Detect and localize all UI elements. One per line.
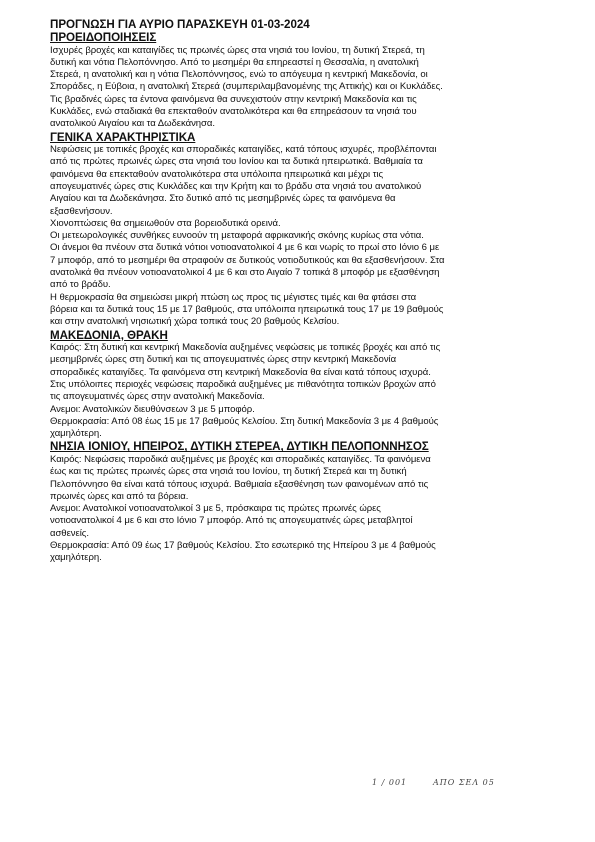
ionian-paragraph-temperature: Θερμοκρασία: Από 09 έως 17 βαθμούς Κελσίου. Στο εσωτερικό της Ηπείρου 3 με 4 βαθμούς χαμηλότερη. (50, 539, 436, 564)
general-paragraph-overview: Νεφώσεις με τοπικές βροχές και σποραδικές καταιγίδες, κατά τόπους ισχυρές, προβλέπονται από τις πρώτες πρωινές ώρες στα νησιά του Ιονίου και τα δυτικά ηπειρωτικά. Βαθμιαία τα φαινόμενα θα επεκταθούν ανατολικότερα στα υπόλοιπα ηπειρωτικά και μέχρι τις απογευματινές ώρες στις Κυκλάδες και την Κρήτη και το βράδυ στα νησιά του ανατολικού Αιγαίου και τα Δωδεκάνησα. Στο δυτικό από τις μεσημβρινές ώρες τα φαινόμενα θα εξασθενήσουν. (50, 144, 437, 217)
macedonia-paragraph-weather: Καιρός: Στη δυτική και κεντρική Μακεδονία αυξημένες νεφώσεις με τοπικές βροχές και από τις μεσημβρινές ώρες στη δυτική και τις απογευματινές ώρες στην κεντρική Μακεδονία σποραδικές καταιγίδες. Τα φαινόμενα στη κεντρική Μακεδονία θα είναι κατά τόπους ισχυρά. (50, 342, 441, 378)
document-title: ΠΡΟΓΝΩΣΗ ΓΙΑ ΑΥΡΙΟ ΠΑΡΑΣΚΕΥΗ 01-03-2024 (50, 18, 310, 31)
section-ionian-west (50, 440, 445, 564)
ionian-paragraph-weather: Καιρός: Νεφώσεις παροδικά αυξημένες με βροχές και σποραδικές καταιγίδες. Τα φαινόμενα έως και τις πρώτες πρωινές ώρες στα νησιά του Ιονίου, τη δυτική Στερεά και τη δυτική Πελοπόννησο θα είναι κατά τόπους ισχυρά. Βαθμιαία εξασθένηση των φαινομένων από τις πρωινές ώρες και από τα βόρεια. (50, 453, 431, 502)
macedonia-paragraph-temperature: Θερμοκρασία: Από 08 έως 15 με 17 βαθμούς Κελσίου. Στη δυτική Μακεδονία 3 με 4 βαθμούς χαμηλότερη. (50, 415, 439, 440)
section-heading-warnings: ΠΡΟΕΙΔΟΠΟΙΗΣΕΙΣ (50, 31, 157, 44)
margin-note-page: 1 / 001 (372, 778, 408, 787)
macedonia-paragraph-winds: Ανεμοι: Ανατολικών διευθύνσεων 3 με 5 μποφόρ. (50, 403, 255, 415)
general-paragraph-dust: Οι μετεωρολογικές συνθήκες ευνοούν τη μεταφορά αφρικανικής σκόνης κυρίως στα νότια. (50, 230, 424, 242)
margin-note-source: ΑΠΟ ΣΕΛ 05 (433, 778, 495, 787)
section-macedonia-thrace (50, 329, 445, 441)
general-paragraph-winds: Οι άνεμοι θα πνέουν στα δυτικά νότιοι νοτιοανατολικοί 4 με 6 και νωρίς το πρωί στο Ιόνιο 6 με 7 μποφόρ, από το μεσημέρι θα στραφούν σε δυτικούς νοτιοδυτικούς και θα εξασθενήσουν. Στα ανατολικά θα πνέουν νοτιοανατολικοί 4 με 6 και στο Αιγαίο 7 τοπικά 8 μποφόρ με εξασθένηση από το βράδυ. (50, 242, 445, 291)
section-heading-ionian-west: ΝΗΣΙΑ ΙΟΝΙΟΥ, ΗΠΕΙΡΟΣ, ΔΥΤΙΚΗ ΣΤΕΡΕΑ, ΔΥΤΙΚΗ ΠΕΛΟΠΟΝΝΗΣΟΣ (50, 440, 429, 454)
section-heading-macedonia-thrace: ΜΑΚΕΔΟΝΙΑ, ΘΡΑΚΗ (50, 328, 168, 342)
macedonia-paragraph-other-areas: Στις υπόλοιπες περιοχές νεφώσεις παροδικά αυξημένες με πιθανότητα τοπικών βροχών από τις απογευματινές ώρες στην ανατολική Μακεδονία. (50, 378, 436, 403)
forecast-document (50, 18, 445, 565)
section-general (50, 131, 445, 329)
general-paragraph-temperature: Η θερμοκρασία θα σημειώσει μικρή πτώση ως προς τις μέγιστες τιμές και θα φτάσει στα βόρεια και τα δυτικά τους 15 με 17 βαθμούς, στα υπόλοιπα ηπειρωτικά τους 17 με 19 βαθμούς και στην ανατολική νησιωτική χώρα τοπικά τους 20 βαθμούς Κελσίου. (50, 291, 444, 328)
warnings-paragraph: Ισχυρές βροχές και καταιγίδες τις πρωινές ώρες στα νησιά του Ιονίου, τη δυτική Στερεά, τη δυτική και νότια Πελοπόννησο. Από το μεσημέρι θα επηρεαστεί η Θεσσαλία, η ανατολική Στερεά, η ανατολική και η νότια Πελοπόννησος, ενώ το απόγευμα η κεντρική Μακεδονία, οι Σποράδες, η Εύβοια, η ανατολική Στερεά (συμπεριλαμβανομένης της Αττικής) και οι Κυκλάδες. Τις βραδινές ώρες τα έντονα φαινόμενα θα συνεχιστούν στην κεντρική Μακεδονία και τις Κυκλάδες, ενώ σταδιακά θα επεκταθούν ανατολικότερα και θα επηρεάσουν τα νησιά του ανατολικού Αιγαίου και τα Δωδεκάνησα. (50, 44, 443, 130)
section-warnings (50, 31, 445, 131)
general-paragraph-snow: Χιονοπτώσεις θα σημειωθούν στα βορειοδυτικά ορεινά. (50, 217, 281, 229)
ionian-paragraph-winds: Ανεμοι: Ανατολικοί νοτιοανατολικοί 3 με 5, πρόσκαιρα τις πρώτες πρωινές ώρες νοτιοανατολικοί 4 με 6 και στο Ιόνιο 7 μποφόρ. Από τις απογευματινές ώρες μεταβλητοί ασθενείς. (50, 503, 413, 539)
section-heading-general: ΓΕΝΙΚΑ ΧΑΡΑΚΤΗΡΙΣΤΙΚΑ (50, 130, 196, 144)
